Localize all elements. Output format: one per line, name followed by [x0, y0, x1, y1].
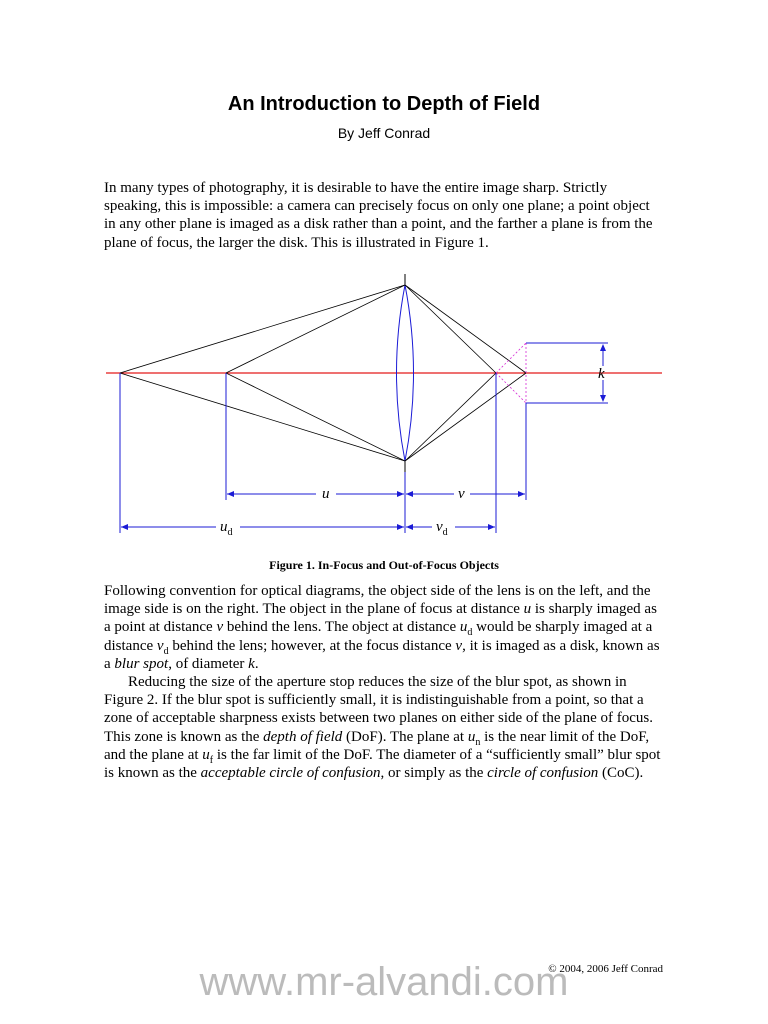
label-v: v	[458, 486, 465, 502]
author-byline: By Jeff Conrad	[337, 125, 431, 141]
text-line: Following convention for optical diagrams, the object side of the lens is on the left, and the	[104, 583, 651, 599]
text-line: plane of focus, the larger the disk. This is illustrated in Figure 1.	[104, 234, 489, 251]
arrowhead	[600, 395, 606, 402]
text-line: distance $v_d$ behind the lens; however, at the focus distance v, it is imaged as a disk, known as	[104, 637, 660, 657]
arrowhead	[600, 344, 606, 351]
text-line: speaking, this is impossible: a camera can precisely focus on only one plane; a point object	[104, 198, 650, 215]
figure-caption: Figure 1. In-Focus and Out-of-Focus Objects	[269, 558, 499, 572]
text-line: is known as the acceptable circle of confusion, or simply as the circle of confusion (CoC).	[104, 765, 644, 782]
text-line: zone of acceptable sharpness exists between two planes on either side of the plane of focus.	[104, 710, 653, 727]
text-line: This zone is known as the depth of field (DoF). The plane at $u_n$ is the near limit of the DoF,	[104, 728, 650, 748]
text-line: In many types of photography, it is desirable to have the entire image sharp. Strictly	[104, 180, 608, 196]
label-ud: $u_d$	[220, 519, 233, 538]
label-vd: $v_d$	[436, 519, 448, 538]
text-line: a point at distance v behind the lens. The object at distance $u_d$ would be sharply imaged at a	[104, 619, 653, 639]
extension-lines	[120, 373, 526, 533]
text-line: in any other plane is imaged as a disk rather than a point, and the farther a plane is from the	[104, 216, 653, 233]
text-line: and the plane at $u_f$ is the far limit of the DoF. The diameter of a “sufficiently small” blur spot	[104, 746, 661, 766]
document-title: An Introduction to Depth of Field	[227, 93, 541, 115]
copyright-notice: © 2004, 2006 Jeff Conrad	[548, 963, 663, 975]
text-line: Figure 2. If the blur spot is sufficiently small, it is indistinguishable from a point, so that a	[104, 692, 644, 709]
text-line: Reducing the size of the aperture stop reduces the size of the blur spot, as shown in	[128, 674, 627, 690]
paragraph-depth-of-field	[104, 673, 666, 782]
label-k: k	[598, 366, 605, 382]
paragraph-conventions	[104, 582, 666, 673]
text-line: a blur spot, of diameter k.	[104, 655, 259, 672]
label-u: u	[322, 486, 330, 502]
text-line: image side is on the right. The object in the plane of focus at distance u is sharply imaged as	[104, 601, 657, 618]
watermark: www.mr-alvandi.com	[199, 960, 569, 1004]
